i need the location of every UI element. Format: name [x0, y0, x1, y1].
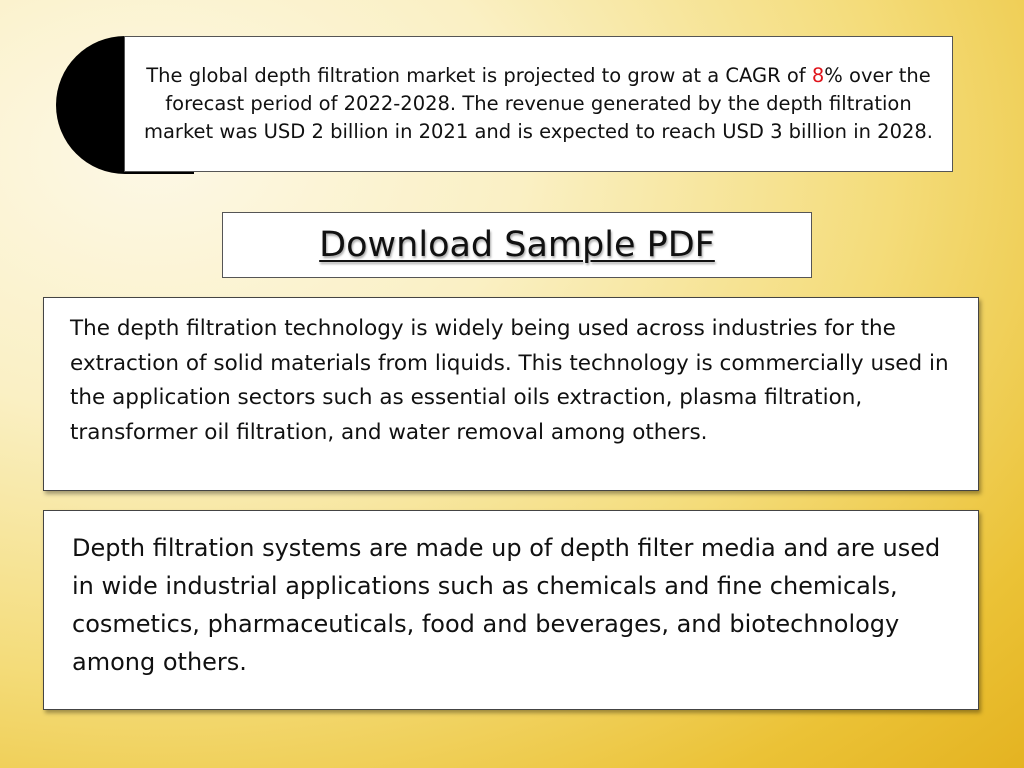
- intro-text-before: The global depth filtration market is projected to grow at a CAGR of: [146, 64, 812, 87]
- systems-card: [43, 510, 979, 710]
- download-sample-box: [222, 212, 812, 278]
- technology-card: [43, 297, 979, 491]
- intro-box: [124, 36, 953, 172]
- intro-text-after: % over the forecast period of 2022-2028. The revenue generated by the depth filtration market was USD 2 billion in 2021 and is expected to reach USD 3 billion in 2028.: [143, 64, 934, 143]
- download-sample-pdf-link[interactable]: Download Sample PDF: [319, 225, 715, 265]
- technology-paragraph: The depth filtration technology is widely being used across industries for the extraction of solid materials from liquids. This technology is commercially used in the application sectors such as essential oils extraction, plasma filtration, transformer oil filtration, and water removal among others.: [70, 316, 949, 445]
- cagr-value: 8: [811, 64, 825, 87]
- systems-paragraph: Depth filtration systems are made up of depth filter media and are used in wide industrial applications such as chemicals and fine chemicals, cosmetics, pharmaceuticals, food and beverages, and biotechnology among others.: [72, 534, 941, 676]
- intro-text: [139, 62, 938, 146]
- intro-callout: [56, 36, 955, 174]
